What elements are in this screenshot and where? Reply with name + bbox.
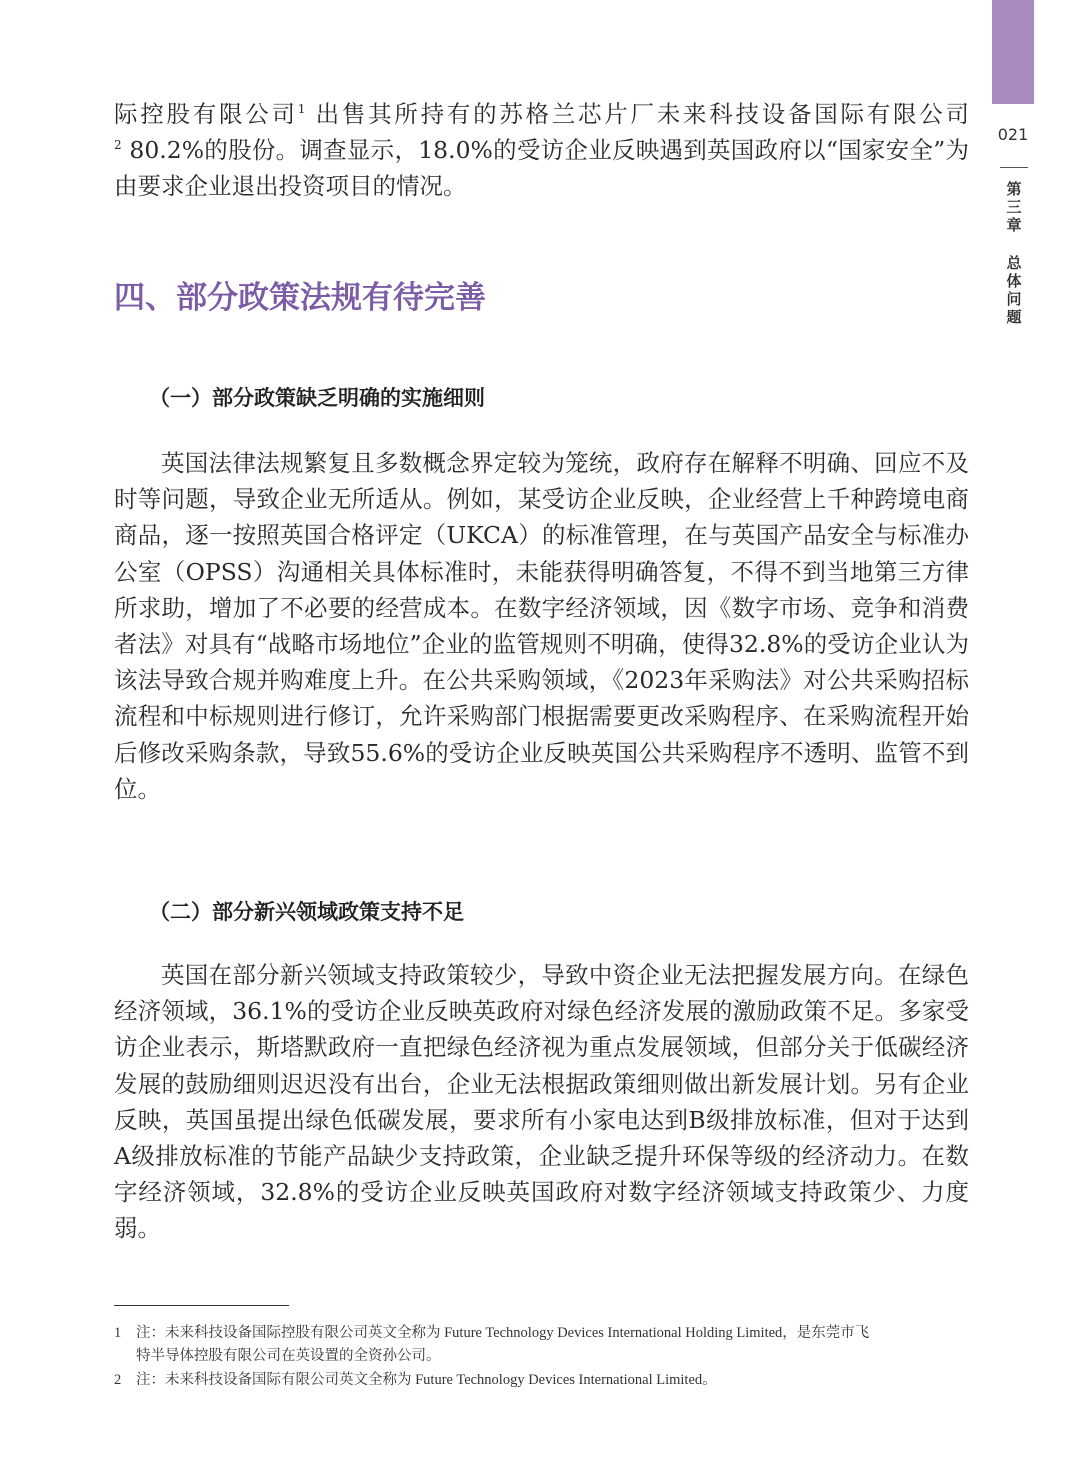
chapter-label: 第三章: [1006, 180, 1022, 234]
footnote-1-line1: 注：未来科技设备国际控股有限公司英文全称为 Future Technology Devices International Holding Limited，是东莞市飞: [136, 1325, 870, 1341]
section-heading: 四、部分政策法规有待完善: [114, 280, 486, 316]
footnote-ref-2[interactable]: 2: [114, 138, 122, 153]
chapter-title: 总体问题: [1006, 254, 1022, 326]
subsection-1-body: 英国法律法规繁复且多数概念界定较为笼统，政府存在解释不明确、回应不及时等问题，导致企业无所适从。例如，某受访企业反映，企业经营上千种跨境电商商品，逐一按照英国合格评定（UKCA）的标准管理，在与英国产品安全与标准办公室（OPSS）沟通相关具体标准时，未能获得明确答复，不得不到当地第三方律所求助，增加了不必要的经营成本。在数字经济领域，因《数字市场、竞争和消费者法》对具有“战略市场地位”企业的监管规则不明确，使得32.8%的受访企业认为该法导致合规并购难度上升。在公共采购领域，《2023年采购法》对公共采购招标流程和中标规则进行修订，允许采购部门根据需要更改采购程序、在采购流程开始后修改采购条款，导致55.6%的受访企业反映英国公共采购程序不透明、监管不到位。: [114, 449, 969, 803]
footnote-1: [114, 1322, 969, 1368]
intro-text-2: 出售其所持有的苏格兰芯片厂未来科技设备国际有限公司: [315, 100, 969, 128]
footnote-2: [114, 1369, 969, 1392]
chapter-color-tab: [992, 0, 1034, 104]
page-number: 021: [997, 125, 1029, 144]
subsection-heading-1: （一）部分政策缺乏明确的实施细则: [149, 386, 485, 410]
subsection-2-body: 英国在部分新兴领域支持政策较少，导致中资企业无法把握发展方向。在绿色经济领域，36.1%的受访企业反映英政府对绿色经济发展的激励政策不足。多家受访企业表示，斯塔默政府一直把绿色经济视为重点发展领域，但部分关于低碳经济发展的鼓励细则迟迟没有出台，企业无法根据政策细则做出新发展计划。另有企业反映，英国虽提出绿色低碳发展，要求所有小家电达到B级排放标准，但对于达到A级排放标准的节能产品缺少支持政策，企业缺乏提升环保等级的经济动力。在数字经济领域，32.8%的受访企业反映英国政府对数字经济领域支持政策少、力度弱。: [114, 961, 969, 1243]
sidebar-divider: [1000, 167, 1028, 168]
intro-paragraph: [114, 96, 969, 205]
footnote-divider: [114, 1305, 289, 1306]
footnote-1-number: 1: [114, 1325, 122, 1341]
intro-text-3: 80.2%的股份。调查显示，18.0%的受访企业反映遇到英国政府以“国家安全”为由要求企业退出投资项目的情况。: [114, 136, 969, 201]
intro-text-1: 际控股有限公司: [114, 100, 298, 128]
subsection-heading-2: （二）部分新兴领域政策支持不足: [149, 900, 464, 924]
footnote-2-line1: 注：未来科技设备国际有限公司英文全称为 Future Technology Devices International Limited。: [136, 1372, 717, 1388]
footnote-2-number: 2: [114, 1372, 122, 1388]
footnote-ref-1[interactable]: 1: [297, 102, 306, 117]
footnote-1-line2: 特半导体控股有限公司在英设置的全资孙公司。: [136, 1348, 441, 1364]
